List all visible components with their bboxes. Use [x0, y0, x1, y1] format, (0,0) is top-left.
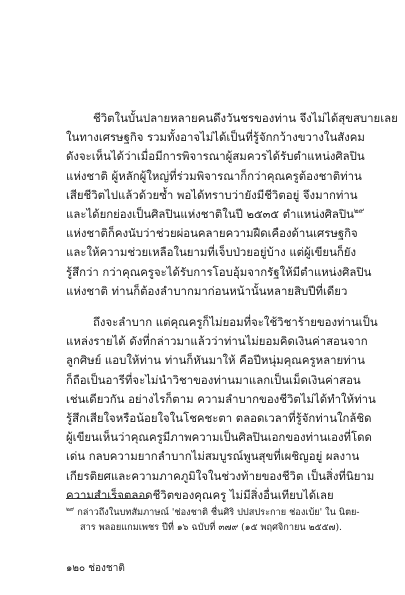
paragraph-line: เสียชีวิตไปแล้วด้วยซ้ำ พอได้ทราบว่ายังมีชีวิตอยู่ จึงมากท่าน: [66, 187, 358, 202]
paragraph-line: ถึงจะลำบาก แต่คุณครูก็ไม่ยอมที่จะใช้วิชาร้ายของท่านเป็น: [93, 315, 378, 329]
paragraph-line: แหล่งรายได้ ดังที่กล่าวมาแล้วว่าท่านไม่ยอมคิดเงินค่าสอนจาก: [66, 334, 368, 349]
paragraph-line: ความสำเร็จตลอดชีวิตของคุณครู ไม่มีสิ่งอื่นเทียบได้เลย: [66, 487, 334, 502]
paragraph-line: [66, 205, 365, 224]
paragraph-line: เช่นเดียวกัน อย่างไรก็ตาม ความลำบากของชีวิตไม่ได้ทำให้ท่าน: [66, 391, 376, 406]
running-title: ช่องชาติ: [88, 563, 125, 574]
paragraph-line: รู้สึกเสียใจหรือน้อยใจในโชคชะตา ตลอดเวลาที่รู้จักท่านใกล้ชิด: [66, 411, 372, 426]
paragraph-line-text: และได้ยกย่องเป็นศิลปินแห่งชาติในปี ๒๕๓๕ ตำแหน่งศิลปิน: [66, 207, 354, 222]
paragraph-line: ชีวิตในบั้นปลายหลายคนดึงวันชรของท่าน จึงไม่ได้สุขสบายเลย: [93, 111, 398, 125]
paragraph-line: ผู้เขียนเห็นว่าคุณครูมีภาพความเป็นศิลปินเอกของท่านเองที่โดด: [66, 430, 372, 445]
paragraph-line: รู้สึกว่า กว่าคุณครูจะได้รับการโอบอุ้มจากรัฐให้มีตำแหน่งศิลปิน: [66, 264, 372, 279]
paragraph-line: เด่น กลบความยากลำบากไม่สมบูรณ์พูนสุขที่เผชิญอยู่ ผลงาน: [66, 449, 360, 464]
footnote-line: สาร พลอยแกมเพชร ปีที่ ๑๖ ฉบับที่ ๓๗๙ (๑๕ พฤศจิกายน ๒๕๕๗).: [80, 522, 342, 533]
footnote-line: [66, 505, 360, 520]
body-paragraph-1: [66, 109, 398, 301]
paragraph-line: ดังจะเห็นได้ว่าเมื่อมีการพิจารณาผู้สมควรได้รับตำแหน่งศิลปิน: [66, 149, 365, 164]
footnote-marker: ๒๙: [66, 505, 75, 513]
footnote-divider: [66, 498, 148, 499]
footnote: [66, 505, 360, 535]
paragraph-line: ในทางเศรษฐกิจ รวมทั้งอาจไม่ได้เป็นที่รู้จักกว้างขวางในสังคม: [66, 130, 365, 145]
body-paragraph-2: [66, 313, 378, 505]
page-number: ๑๒๐: [66, 563, 86, 574]
page-footer: [66, 562, 125, 576]
paragraph-line: และให้ความช่วยเหลือในยามที่เจ็บป่วยอยู่บ้าง แต่ผู้เขียนก็ยัง: [66, 245, 356, 260]
footnote-text: กล่าวถึงในบทสัมภาษณ์ 'ช่องชาติ ชื่นศิริ ปปสประกาย ช่องเบ้ย' ใน นิตย-: [77, 507, 360, 518]
paragraph-line: แห่งชาติก็คงนับว่าช่วยผ่อนคลายความฝืดเคืองด้านเศรษฐกิจ: [66, 226, 358, 241]
paragraph-line: แห่งชาติ ท่านก็ต้องลำบากมาก่อนหน้านั้นหลายสิบปีที่เดียว: [66, 283, 348, 298]
paragraph-line: แห่งชาติ ผู้หลักผู้ใหญ่ที่ร่วมพิจารณาก็กว่าคุณครูต้องชาติท่าน: [66, 168, 362, 183]
paragraph-line: ลูกศิษย์ แอบให้ท่าน ท่านก็หันมาให้ คือปีหนุ่มคุณครูหลายท่าน: [66, 353, 365, 368]
footnote-reference: ๒๙: [353, 206, 365, 216]
paragraph-line: ก็ถือเป็นอารีที่จะไม่นำวิชาของท่านมาแลกเป็นเม็ดเงินค่าสอน: [66, 372, 361, 387]
paragraph-line: เกียรติยศและความภาคภูมิใจในช่วงท้ายของชีวิต เป็นสิ่งที่นิยาม: [66, 468, 375, 483]
